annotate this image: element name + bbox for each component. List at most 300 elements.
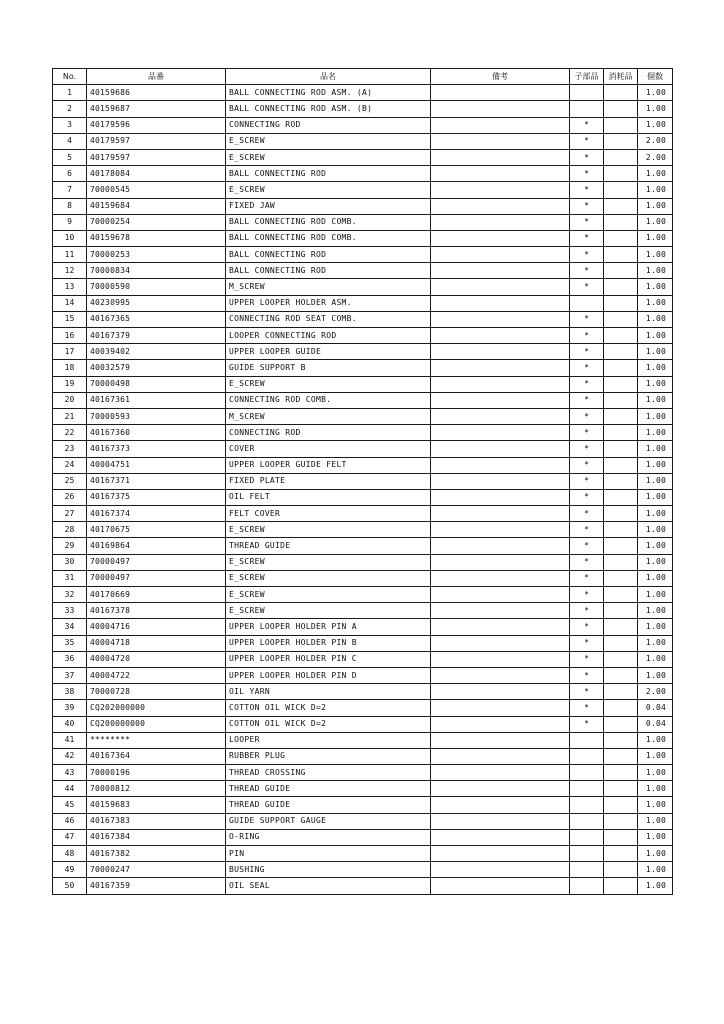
cell-remarks bbox=[431, 166, 570, 182]
cell-sub-part: * bbox=[570, 166, 604, 182]
cell-no: 47 bbox=[53, 829, 87, 845]
cell-remarks bbox=[431, 425, 570, 441]
cell-consumable bbox=[604, 506, 638, 522]
cell-sub-part: * bbox=[570, 457, 604, 473]
table-row bbox=[53, 554, 673, 570]
cell-remarks bbox=[431, 311, 570, 327]
cell-quantity: 1.00 bbox=[638, 603, 673, 619]
cell-part-name: CONNECTING ROD bbox=[226, 425, 431, 441]
cell-remarks bbox=[431, 878, 570, 894]
cell-no: 26 bbox=[53, 489, 87, 505]
cell-sub-part: * bbox=[570, 522, 604, 538]
cell-part-number: 40167371 bbox=[87, 473, 226, 489]
cell-consumable bbox=[604, 408, 638, 424]
cell-part-name: RUBBER PLUG bbox=[226, 748, 431, 764]
cell-remarks bbox=[431, 603, 570, 619]
cell-consumable bbox=[604, 85, 638, 101]
table-row bbox=[53, 133, 673, 149]
cell-sub-part: * bbox=[570, 716, 604, 732]
table-row bbox=[53, 489, 673, 505]
cell-remarks bbox=[431, 457, 570, 473]
cell-consumable bbox=[604, 149, 638, 165]
table-row bbox=[53, 279, 673, 295]
cell-sub-part: * bbox=[570, 344, 604, 360]
table-row bbox=[53, 829, 673, 845]
cell-sub-part bbox=[570, 781, 604, 797]
table-row bbox=[53, 198, 673, 214]
table-row bbox=[53, 603, 673, 619]
cell-consumable bbox=[604, 700, 638, 716]
cell-no: 8 bbox=[53, 198, 87, 214]
table-row bbox=[53, 587, 673, 603]
cell-part-number: 40159683 bbox=[87, 797, 226, 813]
cell-no: 31 bbox=[53, 570, 87, 586]
cell-quantity: 1.00 bbox=[638, 328, 673, 344]
cell-part-name: THREAD CROSSING bbox=[226, 765, 431, 781]
cell-part-name: BALL CONNECTING ROD bbox=[226, 263, 431, 279]
cell-no: 32 bbox=[53, 587, 87, 603]
cell-consumable bbox=[604, 522, 638, 538]
cell-part-number: 40170675 bbox=[87, 522, 226, 538]
cell-part-name: LOOPER CONNECTING ROD bbox=[226, 328, 431, 344]
cell-remarks bbox=[431, 538, 570, 554]
cell-quantity: 1.00 bbox=[638, 473, 673, 489]
cell-no: 41 bbox=[53, 732, 87, 748]
cell-quantity: 1.00 bbox=[638, 587, 673, 603]
table-row bbox=[53, 214, 673, 230]
cell-quantity: 0.04 bbox=[638, 716, 673, 732]
cell-part-name: M_SCREW bbox=[226, 279, 431, 295]
cell-part-name: CONNECTING ROD bbox=[226, 117, 431, 133]
cell-no: 7 bbox=[53, 182, 87, 198]
parts-list-table bbox=[52, 68, 673, 895]
cell-consumable bbox=[604, 765, 638, 781]
cell-remarks bbox=[431, 295, 570, 311]
table-row bbox=[53, 797, 673, 813]
cell-remarks bbox=[431, 328, 570, 344]
cell-part-number: 40004718 bbox=[87, 635, 226, 651]
cell-part-number: 70000196 bbox=[87, 765, 226, 781]
cell-consumable bbox=[604, 198, 638, 214]
cell-part-name: E_SCREW bbox=[226, 587, 431, 603]
cell-remarks bbox=[431, 813, 570, 829]
cell-no: 5 bbox=[53, 149, 87, 165]
cell-part-number: 70000812 bbox=[87, 781, 226, 797]
cell-remarks bbox=[431, 263, 570, 279]
cell-remarks bbox=[431, 101, 570, 117]
cell-no: 50 bbox=[53, 878, 87, 894]
cell-quantity: 1.00 bbox=[638, 457, 673, 473]
table-row bbox=[53, 230, 673, 246]
cell-sub-part: * bbox=[570, 700, 604, 716]
cell-sub-part: * bbox=[570, 684, 604, 700]
cell-quantity: 1.00 bbox=[638, 829, 673, 845]
cell-remarks bbox=[431, 376, 570, 392]
cell-part-name: E_SCREW bbox=[226, 522, 431, 538]
cell-consumable bbox=[604, 328, 638, 344]
cell-consumable bbox=[604, 587, 638, 603]
cell-remarks bbox=[431, 522, 570, 538]
cell-sub-part bbox=[570, 878, 604, 894]
cell-sub-part: * bbox=[570, 603, 604, 619]
cell-remarks bbox=[431, 117, 570, 133]
cell-quantity: 1.00 bbox=[638, 651, 673, 667]
table-row bbox=[53, 441, 673, 457]
cell-part-number: 40032579 bbox=[87, 360, 226, 376]
cell-part-name: CONNECTING ROD COMB. bbox=[226, 392, 431, 408]
cell-no: 28 bbox=[53, 522, 87, 538]
cell-part-number: ******** bbox=[87, 732, 226, 748]
cell-no: 9 bbox=[53, 214, 87, 230]
table-row bbox=[53, 570, 673, 586]
cell-remarks bbox=[431, 149, 570, 165]
cell-sub-part: * bbox=[570, 506, 604, 522]
table-row bbox=[53, 732, 673, 748]
cell-part-name: FIXED JAW bbox=[226, 198, 431, 214]
cell-sub-part: * bbox=[570, 149, 604, 165]
cell-consumable bbox=[604, 101, 638, 117]
cell-quantity: 1.00 bbox=[638, 489, 673, 505]
cell-remarks bbox=[431, 570, 570, 586]
cell-sub-part bbox=[570, 797, 604, 813]
cell-remarks bbox=[431, 846, 570, 862]
cell-consumable bbox=[604, 862, 638, 878]
cell-quantity: 1.00 bbox=[638, 214, 673, 230]
cell-quantity: 1.00 bbox=[638, 619, 673, 635]
cell-no: 17 bbox=[53, 344, 87, 360]
cell-part-number: 40167383 bbox=[87, 813, 226, 829]
cell-remarks bbox=[431, 230, 570, 246]
cell-consumable bbox=[604, 473, 638, 489]
cell-sub-part: * bbox=[570, 279, 604, 295]
cell-quantity: 1.00 bbox=[638, 878, 673, 894]
table-row bbox=[53, 263, 673, 279]
cell-quantity: 1.00 bbox=[638, 846, 673, 862]
cell-sub-part: * bbox=[570, 651, 604, 667]
cell-remarks bbox=[431, 554, 570, 570]
cell-part-name: OIL SEAL bbox=[226, 878, 431, 894]
cell-sub-part: * bbox=[570, 376, 604, 392]
cell-no: 42 bbox=[53, 748, 87, 764]
cell-part-name: UPPER LOOPER HOLDER ASM. bbox=[226, 295, 431, 311]
cell-sub-part bbox=[570, 732, 604, 748]
cell-quantity: 1.00 bbox=[638, 748, 673, 764]
cell-consumable bbox=[604, 797, 638, 813]
cell-consumable bbox=[604, 716, 638, 732]
cell-sub-part: * bbox=[570, 587, 604, 603]
cell-sub-part: * bbox=[570, 263, 604, 279]
cell-no: 25 bbox=[53, 473, 87, 489]
cell-quantity: 1.00 bbox=[638, 247, 673, 263]
cell-consumable bbox=[604, 457, 638, 473]
table-header bbox=[53, 69, 673, 85]
cell-consumable bbox=[604, 279, 638, 295]
cell-no: 4 bbox=[53, 133, 87, 149]
cell-quantity: 1.00 bbox=[638, 295, 673, 311]
cell-remarks bbox=[431, 651, 570, 667]
cell-part-name: COTTON OIL WICK D=2 bbox=[226, 700, 431, 716]
cell-quantity: 1.00 bbox=[638, 376, 673, 392]
cell-consumable bbox=[604, 878, 638, 894]
cell-no: 19 bbox=[53, 376, 87, 392]
cell-no: 6 bbox=[53, 166, 87, 182]
table-row bbox=[53, 457, 673, 473]
cell-consumable bbox=[604, 635, 638, 651]
cell-quantity: 1.00 bbox=[638, 538, 673, 554]
cell-quantity: 1.00 bbox=[638, 230, 673, 246]
cell-part-number: 40170669 bbox=[87, 587, 226, 603]
cell-no: 45 bbox=[53, 797, 87, 813]
cell-part-number: 40167359 bbox=[87, 878, 226, 894]
cell-consumable bbox=[604, 570, 638, 586]
cell-remarks bbox=[431, 619, 570, 635]
cell-no: 49 bbox=[53, 862, 87, 878]
cell-no: 38 bbox=[53, 684, 87, 700]
cell-no: 39 bbox=[53, 700, 87, 716]
cell-part-number: 40179597 bbox=[87, 133, 226, 149]
cell-part-name: THREAD GUIDE bbox=[226, 538, 431, 554]
cell-quantity: 1.00 bbox=[638, 344, 673, 360]
table-row bbox=[53, 651, 673, 667]
cell-consumable bbox=[604, 230, 638, 246]
table-row bbox=[53, 862, 673, 878]
cell-remarks bbox=[431, 473, 570, 489]
cell-no: 15 bbox=[53, 311, 87, 327]
cell-no: 37 bbox=[53, 667, 87, 683]
cell-part-name: E_SCREW bbox=[226, 603, 431, 619]
cell-part-number: 40004722 bbox=[87, 667, 226, 683]
cell-part-number: 40179597 bbox=[87, 149, 226, 165]
cell-remarks bbox=[431, 635, 570, 651]
cell-consumable bbox=[604, 376, 638, 392]
cell-no: 29 bbox=[53, 538, 87, 554]
cell-quantity: 1.00 bbox=[638, 781, 673, 797]
cell-quantity: 1.00 bbox=[638, 797, 673, 813]
cell-consumable bbox=[604, 813, 638, 829]
cell-quantity: 1.00 bbox=[638, 408, 673, 424]
cell-consumable bbox=[604, 748, 638, 764]
table-row bbox=[53, 619, 673, 635]
cell-consumable bbox=[604, 667, 638, 683]
table-row bbox=[53, 716, 673, 732]
cell-part-name: UPPER LOOPER HOLDER PIN A bbox=[226, 619, 431, 635]
cell-remarks bbox=[431, 392, 570, 408]
table-row bbox=[53, 748, 673, 764]
cell-part-number: 70000590 bbox=[87, 279, 226, 295]
cell-quantity: 1.00 bbox=[638, 117, 673, 133]
cell-consumable bbox=[604, 117, 638, 133]
cell-sub-part: * bbox=[570, 441, 604, 457]
cell-part-number: 70000497 bbox=[87, 570, 226, 586]
cell-sub-part: * bbox=[570, 392, 604, 408]
cell-sub-part: * bbox=[570, 408, 604, 424]
table-row bbox=[53, 101, 673, 117]
cell-no: 11 bbox=[53, 247, 87, 263]
cell-sub-part bbox=[570, 862, 604, 878]
cell-part-name: LOOPER bbox=[226, 732, 431, 748]
cell-part-number: 70000497 bbox=[87, 554, 226, 570]
cell-part-number: 40230995 bbox=[87, 295, 226, 311]
table-row bbox=[53, 360, 673, 376]
cell-part-name: BALL CONNECTING ROD ASM. (B) bbox=[226, 101, 431, 117]
cell-part-name: OIL YARN bbox=[226, 684, 431, 700]
cell-no: 27 bbox=[53, 506, 87, 522]
cell-part-name: E_SCREW bbox=[226, 570, 431, 586]
table-row bbox=[53, 522, 673, 538]
cell-quantity: 2.00 bbox=[638, 149, 673, 165]
cell-part-number: 40004720 bbox=[87, 651, 226, 667]
cell-part-name: UPPER LOOPER HOLDER PIN C bbox=[226, 651, 431, 667]
cell-quantity: 1.00 bbox=[638, 425, 673, 441]
cell-quantity: 1.00 bbox=[638, 570, 673, 586]
cell-sub-part: * bbox=[570, 198, 604, 214]
table-row bbox=[53, 700, 673, 716]
table-row bbox=[53, 846, 673, 862]
cell-sub-part: * bbox=[570, 473, 604, 489]
table-row bbox=[53, 408, 673, 424]
cell-part-number: 40167384 bbox=[87, 829, 226, 845]
cell-part-name: THREAD GUIDE bbox=[226, 797, 431, 813]
cell-part-name: OIL FELT bbox=[226, 489, 431, 505]
cell-quantity: 1.00 bbox=[638, 732, 673, 748]
cell-quantity: 1.00 bbox=[638, 198, 673, 214]
cell-part-name: E_SCREW bbox=[226, 554, 431, 570]
cell-no: 12 bbox=[53, 263, 87, 279]
cell-remarks bbox=[431, 360, 570, 376]
cell-part-number: 70000834 bbox=[87, 263, 226, 279]
cell-part-name: BUSHING bbox=[226, 862, 431, 878]
table-row bbox=[53, 166, 673, 182]
cell-consumable bbox=[604, 182, 638, 198]
table-row bbox=[53, 635, 673, 651]
cell-sub-part: * bbox=[570, 538, 604, 554]
cell-remarks bbox=[431, 506, 570, 522]
cell-part-number: 40004716 bbox=[87, 619, 226, 635]
cell-no: 22 bbox=[53, 425, 87, 441]
cell-sub-part: * bbox=[570, 230, 604, 246]
cell-remarks bbox=[431, 198, 570, 214]
cell-consumable bbox=[604, 538, 638, 554]
cell-part-number: CQ200000000 bbox=[87, 716, 226, 732]
cell-quantity: 1.00 bbox=[638, 279, 673, 295]
cell-no: 35 bbox=[53, 635, 87, 651]
cell-part-number: CQ202000000 bbox=[87, 700, 226, 716]
cell-remarks bbox=[431, 214, 570, 230]
table-row bbox=[53, 684, 673, 700]
cell-part-name: UPPER LOOPER HOLDER PIN B bbox=[226, 635, 431, 651]
column-header-remarks: 備考 bbox=[431, 69, 570, 85]
cell-part-name: CONNECTING ROD SEAT COMB. bbox=[226, 311, 431, 327]
cell-no: 18 bbox=[53, 360, 87, 376]
cell-part-name: BALL CONNECTING ROD bbox=[226, 247, 431, 263]
cell-no: 43 bbox=[53, 765, 87, 781]
cell-consumable bbox=[604, 214, 638, 230]
table-row bbox=[53, 506, 673, 522]
cell-part-number: 70000728 bbox=[87, 684, 226, 700]
cell-no: 33 bbox=[53, 603, 87, 619]
table-row bbox=[53, 311, 673, 327]
cell-no: 46 bbox=[53, 813, 87, 829]
table-row bbox=[53, 878, 673, 894]
cell-part-number: 40159686 bbox=[87, 85, 226, 101]
cell-quantity: 1.00 bbox=[638, 360, 673, 376]
cell-quantity: 1.00 bbox=[638, 441, 673, 457]
column-header-quantity: 個数 bbox=[638, 69, 673, 85]
cell-quantity: 1.00 bbox=[638, 311, 673, 327]
cell-consumable bbox=[604, 619, 638, 635]
cell-no: 34 bbox=[53, 619, 87, 635]
cell-part-number: 40167373 bbox=[87, 441, 226, 457]
cell-no: 30 bbox=[53, 554, 87, 570]
table-row bbox=[53, 425, 673, 441]
cell-sub-part: * bbox=[570, 489, 604, 505]
column-header-part-name: 品名 bbox=[226, 69, 431, 85]
cell-quantity: 1.00 bbox=[638, 506, 673, 522]
cell-sub-part: * bbox=[570, 133, 604, 149]
cell-part-number: 40167375 bbox=[87, 489, 226, 505]
cell-quantity: 0.04 bbox=[638, 700, 673, 716]
cell-sub-part bbox=[570, 748, 604, 764]
table-row bbox=[53, 813, 673, 829]
cell-quantity: 2.00 bbox=[638, 133, 673, 149]
cell-sub-part: * bbox=[570, 570, 604, 586]
cell-quantity: 1.00 bbox=[638, 392, 673, 408]
cell-no: 14 bbox=[53, 295, 87, 311]
cell-remarks bbox=[431, 700, 570, 716]
table-row bbox=[53, 117, 673, 133]
cell-sub-part bbox=[570, 765, 604, 781]
column-header-consumable: 消耗品 bbox=[604, 69, 638, 85]
cell-part-number: 40169864 bbox=[87, 538, 226, 554]
cell-no: 2 bbox=[53, 101, 87, 117]
cell-consumable bbox=[604, 781, 638, 797]
table-row bbox=[53, 473, 673, 489]
header-row bbox=[53, 69, 673, 85]
cell-remarks bbox=[431, 408, 570, 424]
cell-quantity: 1.00 bbox=[638, 862, 673, 878]
cell-no: 1 bbox=[53, 85, 87, 101]
table-row bbox=[53, 376, 673, 392]
cell-part-number: 40167379 bbox=[87, 328, 226, 344]
cell-consumable bbox=[604, 425, 638, 441]
cell-no: 16 bbox=[53, 328, 87, 344]
cell-part-number: 70000247 bbox=[87, 862, 226, 878]
cell-remarks bbox=[431, 829, 570, 845]
cell-remarks bbox=[431, 247, 570, 263]
cell-quantity: 1.00 bbox=[638, 667, 673, 683]
cell-part-name: BALL CONNECTING ROD COMB. bbox=[226, 230, 431, 246]
cell-remarks bbox=[431, 441, 570, 457]
cell-quantity: 1.00 bbox=[638, 554, 673, 570]
cell-part-name: GUIDE SUPPORT GAUGE bbox=[226, 813, 431, 829]
cell-quantity: 1.00 bbox=[638, 182, 673, 198]
cell-no: 24 bbox=[53, 457, 87, 473]
cell-part-number: 40167378 bbox=[87, 603, 226, 619]
cell-no: 3 bbox=[53, 117, 87, 133]
cell-remarks bbox=[431, 765, 570, 781]
cell-no: 20 bbox=[53, 392, 87, 408]
table-row bbox=[53, 328, 673, 344]
cell-remarks bbox=[431, 862, 570, 878]
cell-remarks bbox=[431, 587, 570, 603]
cell-remarks bbox=[431, 667, 570, 683]
cell-sub-part bbox=[570, 829, 604, 845]
cell-part-name: FELT COVER bbox=[226, 506, 431, 522]
cell-quantity: 1.00 bbox=[638, 166, 673, 182]
cell-consumable bbox=[604, 441, 638, 457]
table-row bbox=[53, 781, 673, 797]
cell-part-number: 70000254 bbox=[87, 214, 226, 230]
